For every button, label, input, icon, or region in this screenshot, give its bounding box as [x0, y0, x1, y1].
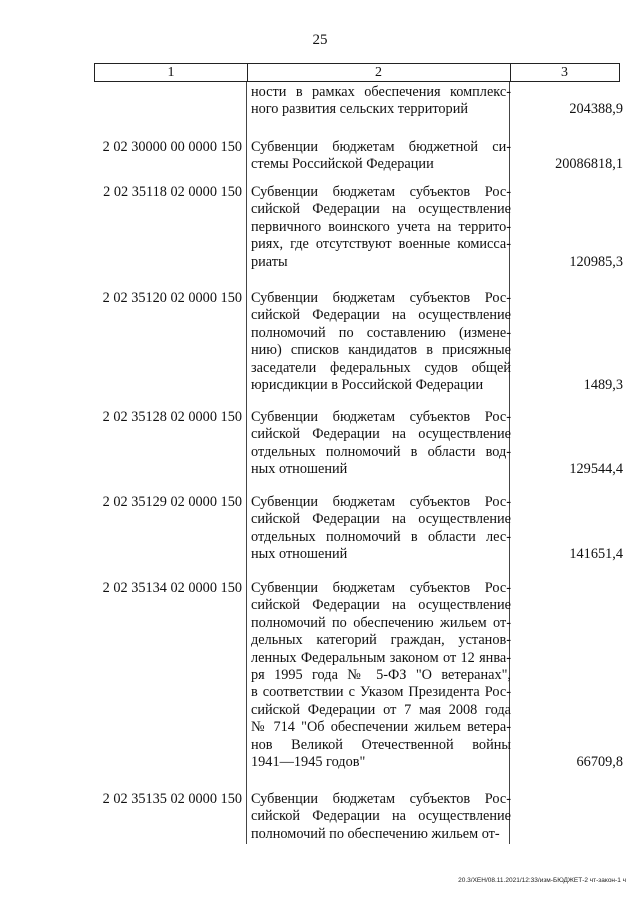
description-line: нов Великой Отечественной войны	[251, 736, 511, 753]
description-line: отдельных полномочий в области вод-	[251, 443, 511, 460]
description-line: полномочий по составлению (измене-	[251, 324, 511, 341]
description-line: ных отношений	[251, 546, 348, 563]
description-line: ности в рамках обеспечения комплекс-	[251, 84, 511, 100]
row-description	[251, 84, 511, 119]
row-description	[251, 184, 511, 271]
row-amount: 20086818,1	[555, 156, 623, 173]
description-line: сийской Федерации на осуществление	[251, 597, 511, 614]
description-line: сийской Федерации на осуществление	[251, 307, 511, 324]
description-line: Субвенции бюджетам субъектов Рос-	[251, 184, 511, 200]
description-line: сийской Федерации на осуществление	[251, 511, 511, 528]
row-amount: 1489,3	[583, 377, 623, 393]
row-code: 2 02 30000 00 0000 150	[102, 139, 242, 155]
column-divider-1	[246, 82, 247, 844]
description-line: сийской Федерации на осуществление	[251, 201, 511, 218]
header-col-2: 2	[247, 64, 511, 81]
description-line: полномочий по обеспечению жильем от-	[251, 825, 500, 842]
description-line: сийской Федерации на осуществление	[251, 426, 511, 443]
description-line: ря 1995 года № 5-ФЗ "О ветеранах",	[251, 667, 511, 684]
document-footer: 20.3/ХЕН/08.11.2021/12:33/изм-БЮДЖЕТ-2 чт-закон-1 ч	[458, 877, 626, 884]
page-number: 25	[312, 32, 328, 48]
description-line: Субвенции бюджетам субъектов Рос-	[251, 290, 511, 306]
description-line: № 714 "Об обеспечении жильем ветера-	[251, 719, 511, 736]
description-line: риаты	[251, 253, 288, 270]
description-line: нию) списков кандидатов в присяжные	[251, 342, 511, 359]
description-line: стемы Российской Федерации	[251, 156, 434, 173]
row-description	[251, 580, 511, 771]
description-line: юрисдикции в Российской Федерации	[251, 377, 484, 394]
row-code: 2 02 35128 02 0000 150	[102, 409, 242, 425]
row-amount: 129544,4	[569, 461, 623, 478]
row-code: 2 02 35134 02 0000 150	[102, 580, 242, 596]
table-header	[94, 63, 620, 82]
row-description	[251, 409, 511, 479]
row-code: 2 02 35135 02 0000 150	[102, 791, 242, 807]
description-line: ленных Федеральным законом от 12 янва-	[251, 649, 511, 666]
description-line: дельных категорий граждан, установ-	[251, 632, 511, 649]
description-line: Субвенции бюджетам субъектов Рос-	[251, 791, 511, 807]
description-line: Субвенции бюджетам субъектов Рос-	[251, 580, 511, 596]
description-line: сийской Федерации от 7 мая 2008 года	[251, 701, 511, 718]
description-line: риях, где отсутствуют военные комисса-	[251, 236, 511, 253]
row-amount: 120985,3	[569, 253, 623, 270]
description-line: Субвенции бюджетам субъектов Рос-	[251, 409, 511, 425]
row-description	[251, 494, 511, 564]
description-line: полномочий по обеспечению жильем от-	[251, 614, 511, 631]
row-code: 2 02 35118 02 0000 150	[103, 184, 242, 200]
description-line: заседатели федеральных судов общей	[251, 359, 511, 376]
header-col-1: 1	[95, 64, 248, 81]
description-line: первичного воинского учета на террито-	[251, 218, 511, 235]
description-line: отдельных полномочий в области лес-	[251, 528, 511, 545]
description-line: в соответствии с Указом Президента Рос-	[251, 684, 511, 701]
row-amount: 66709,8	[576, 754, 623, 770]
description-line: 1941—1945 годов"	[251, 754, 366, 771]
description-line: сийской Федерации на осуществление	[251, 808, 511, 825]
row-code: 2 02 35120 02 0000 150	[102, 290, 242, 306]
row-amount: 204388,9	[569, 101, 623, 118]
row-description	[251, 791, 511, 843]
row-description	[251, 290, 511, 394]
description-line: Субвенции бюджетам субъектов Рос-	[251, 494, 511, 510]
row-description	[251, 139, 511, 174]
header-col-3: 3	[561, 65, 568, 80]
description-line: ных отношений	[251, 461, 348, 478]
row-amount: 141651,4	[569, 546, 623, 563]
description-line: ного развития сельских территорий	[251, 101, 469, 118]
description-line: Субвенции бюджетам бюджетной си-	[251, 139, 511, 155]
row-code: 2 02 35129 02 0000 150	[102, 494, 242, 510]
